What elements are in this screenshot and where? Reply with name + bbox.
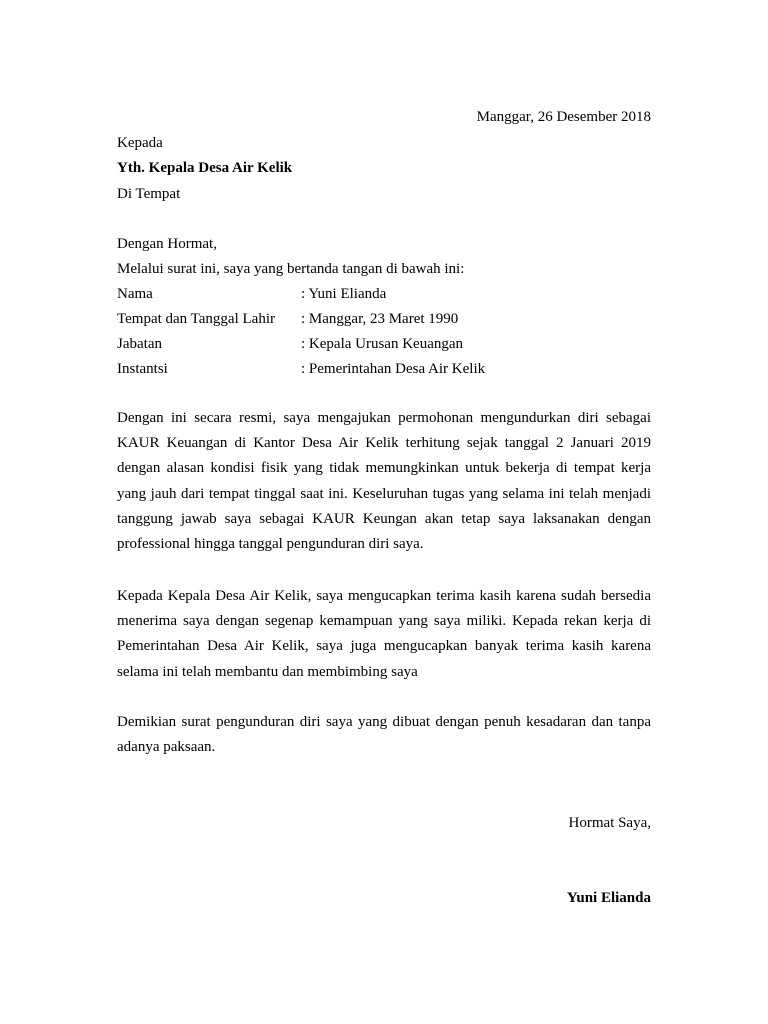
identity-value: : Kepala Urusan Keuangan [301, 336, 464, 352]
greeting: Dengan Hormat, [117, 236, 217, 252]
identity-value: : Manggar, 23 Maret 1990 [301, 311, 459, 327]
intro-line: Melalui surat ini, saya yang bertanda tangan di bawah ini: [117, 261, 465, 277]
body-paragraph-closing: Demikian surat pengunduran diri saya yang dibuat dengan penuh kesadaran dan tanpa adanya paksaan. [117, 714, 651, 756]
body-paragraph-thanks: Kepada Kepala Desa Air Kelik, saya mengucapkan terima kasih karena sudah bersedia menerima saya dengan segenap kemampuan yang saya miliki. Kepada rekan kerja di Pemerintahan Desa Air Kelik, saya juga mengucapkan banyak terima kasih karena selama ini telah membantu dan membimbing saya [117, 588, 651, 680]
identity-label: Instantsi [117, 361, 168, 377]
letter-date: Manggar, 26 Desember 2018 [476, 109, 651, 125]
recipient-place: Di Tempat [117, 186, 181, 202]
identity-label: Jabatan [117, 336, 162, 352]
identity-value: : Yuni Elianda [301, 286, 387, 302]
identity-value: : Pemerintahan Desa Air Kelik [301, 361, 486, 377]
identity-label: Nama [117, 286, 153, 302]
recipient-name: Yth. Kepala Desa Air Kelik [117, 160, 293, 176]
identity-label: Tempat dan Tanggal Lahir [117, 311, 275, 327]
signature-name: Yuni Elianda [566, 890, 651, 906]
recipient-to: Kepada [117, 135, 163, 151]
body-paragraph-resignation: Dengan ini secara resmi, saya mengajukan permohonan mengundurkan diri sebagai KAUR Keuangan di Kantor Desa Air Kelik terhitung sejak tanggal 2 Januari 2019 dengan alasan kondisi fisik yang tidak memungkinkan untuk bekerja di tempat kerja yang jauh dari tempat tinggal saat ini. Keseluruhan tugas yang selama ini telah menjadi tanggung jawab saya sebagai KAUR Keungan akan tetap saya laksanakan dengan professional hingga tanggal pengunduran diri saya. [117, 410, 651, 553]
closing-salutation: Hormat Saya, [568, 815, 651, 831]
